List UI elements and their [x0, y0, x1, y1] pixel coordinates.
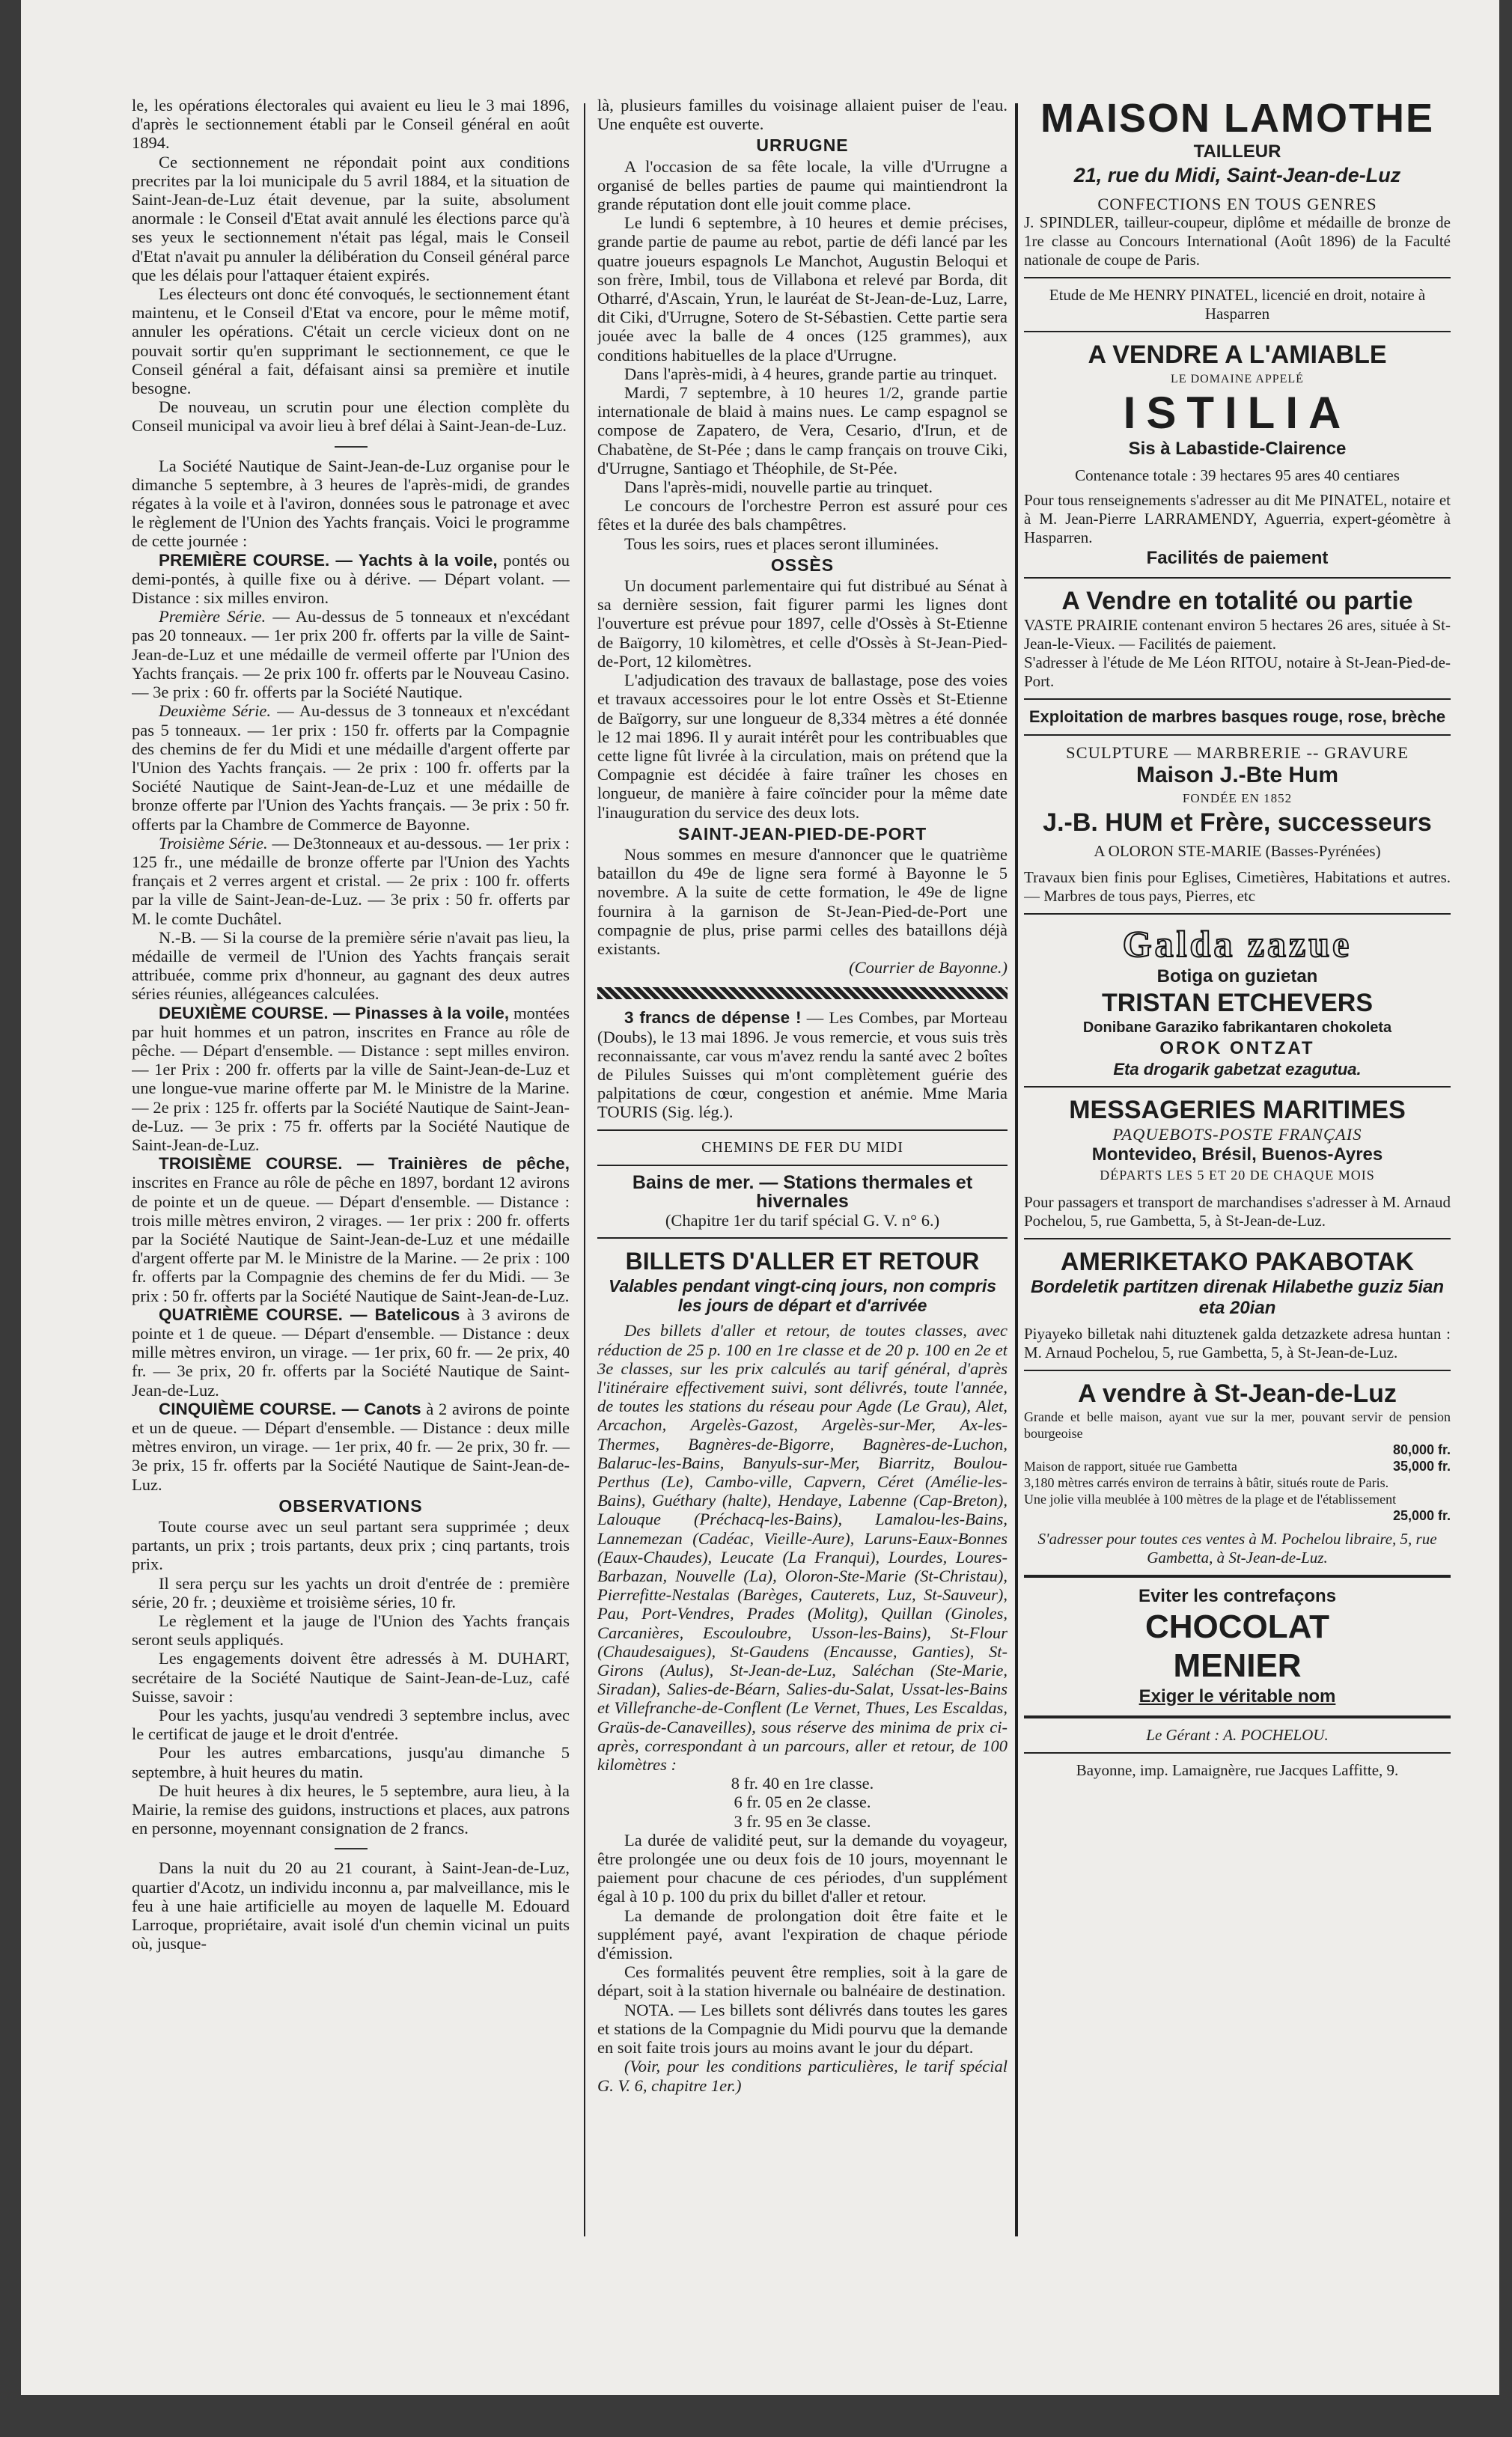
section-heading: OSSÈS [770, 555, 835, 575]
paragraph: La durée de validité peut, sur la demande du voyageur, être prolongée une ou deux fois de 10 jours, moyennant le paiement pour chacune de ces périodes, d'un supplément égal à 10 p. 100 du prix du billet d'aller et retour. [597, 1830, 1008, 1906]
section-heading: URRUGNE [756, 135, 849, 156]
series-text: — Au-dessus de 5 tonneaux et n'excédant pas 20 tonneaux. — 1er prix 200 fr. offerts par la ville de Saint-Jean-de-Luz et une médaille de vermeil offerte par l'Union des Yachts français. — 2e prix 100 fr. offerts par le Nouveau Casino. — 3e prix : 60 fr. offerts par la Société Nautique. [132, 607, 570, 702]
paragraph: Dans l'après-midi, nouvelle partie au trinquet. [624, 478, 933, 497]
paragraph: Mardi, 7 septembre, à 10 heures 1/2, grande partie internationale de blaid à mains nues. Le camp espagnol se compose de Zapatero, de Vera, Cesario, d'Irun, et de Chabatène, de St-Pée ; dans le camp français on trouve Ciki, d'Urrugne, Santiago et Théophile, de St-Pée. [597, 383, 1008, 478]
ad-messageries: MESSAGERIES MARITIMES [1069, 1096, 1406, 1125]
ad-text: — Les Combes, par Morteau (Doubs), le 13 mai 1896. Je vous remercie, et vous suis très reconnaissante, car vous m'avez rendu la santé avec 2 boîtes de Pilules Suisses qui m'ont complètement guérie des palpitations de cœur, congestion et anémie. Mme Maria TOURIS (Sig. lég.). [597, 1008, 1008, 1122]
ad-lamothe-sub: TAILLEUR [1193, 141, 1281, 162]
divider [1024, 698, 1451, 700]
paragraph: Pour les autres embarcations, jusqu'au dimanche 5 septembre, à huit heures du matin. [132, 1743, 570, 1781]
paragraph: De nouveau, un scrutin pour une élection complète du Conseil municipal va avoir lieu à bref délai à Saint-Jean-de-Luz. [132, 397, 570, 436]
section-heading: CHEMINS DE FER DU MIDI [701, 1138, 903, 1156]
section-heading: SAINT-JEAN-PIED-DE-PORT [677, 823, 927, 844]
divider [1024, 1715, 1451, 1718]
ad-travaux: Travaux bien finis pour Eglises, Cimetières, Habitations et autres. — Marbres de tous pays, Pierres, etc [1024, 868, 1451, 906]
listing-price: 25,000 fr. [1392, 1507, 1451, 1523]
paragraph: Pour les yachts, jusqu'au vendredi 3 septembre inclus, avec le certificat de jauge et le droit d'entrée. [132, 1706, 570, 1744]
ad-lamothe-title: MAISON LAMOTHE [1040, 96, 1434, 141]
paragraph: L'adjudication des travaux de ballastage, pose des voies et travaux accessoires pour le lot entre Ossès et St-Etienne de Baïgorry, sur une longueur de 8,334 mètres a été donnée le 12 mai 1896. Il y aurait intérêt pour les contribuables que cette ligne fût livrée à la circulation, mais on prétend que la Compagnie est décidée à faire traîner les choses en longueur, de manière à faire coïncider pour la même date l'inauguration du service des deux lots. [597, 671, 1008, 822]
ad-istilia-location: Sis à Labastide-Clairence [1128, 439, 1347, 460]
race-text: montées par huit hommes et un patron, inscrites en France au rôle de pêche. — Départ d'ensemble. — Distance : sept milles environ. — 1er Prix : 200 fr. offerts par la ville de Saint-Jean-de-Luz et une longue-vue marine offerte par M. le Ministre de la Marine. — 2e prix : 125 fr. offerts par la Société Nautique de Saint-Jean-de-Luz. — 3e prix : 75 fr. offerts par la Société Nautique de Saint-Jean-de-Luz. [132, 1003, 570, 1154]
series-label: Deuxième Série. [159, 701, 272, 721]
series-text: — Au-dessus de 3 tonneaux et n'excédant pas 5 tonneaux. — 1er prix : 150 fr. offerts par la Compagnie des chemins de fer du Midi et une médaille d'argent offerte par l'Union des Yachts français. — 2e prix : 100 fr. offerts par la Société Nautique de Saint-Jean-de-Luz et une médaille de bronze offerte par l'Union des Yachts français. — 3e prix : 50 fr. offerts par la Chambre de Commerce de Bayonne. [132, 701, 570, 834]
race-text: à 2 avirons de pointe et un de queue. — Départ d'ensemble. — Distance : deux mille mètres environ, un virage. — 1er prix, 40 fr. — 2e prix, 30 fr. — 3e prix, 15 fr. offerts par la Société Nautique de Saint-Jean-de-Luz. [132, 1399, 570, 1494]
paragraph: le, les opérations électorales qui avaient eu lieu le 3 mai 1896, d'après le sectionnement établi par le Conseil général en août 1894. [132, 96, 570, 153]
imprimerie: Bayonne, imp. Lamaignère, rue Jacques Laffitte, 9. [1076, 1760, 1399, 1779]
ad-exiger: Exiger le véritable nom [1138, 1686, 1336, 1706]
race-heading: PREMIÈRE COURSE. — Yachts à la voile, [159, 550, 498, 570]
ad-botiga: Botiga on guzietan [1156, 966, 1318, 987]
ad-heading: 3 francs de dépense ! [624, 1008, 802, 1028]
listing-label: Une jolie villa meublée à 100 mètres de la plage et de l'établissement [1024, 1491, 1397, 1507]
paragraph: Un document parlementaire qui fut distribué au Sénat à sa dernière session, fait figurer parmi les lignes dont l'ouverture est prévue pour 1897, celle d'Ossès à St-Etienne de Baïgorry, 10 kilomètres, et celle d'Ossès à St-Jean-Pied-de-Port, 12 kilomètres. [597, 576, 1008, 671]
listing-label: 3,180 mètres carrés environ de terrains à bâtir, situés route de Paris. [1024, 1474, 1389, 1490]
divider [597, 1165, 1008, 1166]
ad-passagers: Pour passagers et transport de marchandises s'adresser à M. Arnaud Pochelou, 5, rue Gambetta, 5, à St-Jean-de-Luz. [1024, 1192, 1451, 1230]
listing-price: 80,000 fr. [1392, 1442, 1451, 1457]
divider [1024, 577, 1451, 579]
divider [1024, 331, 1451, 332]
listing-label: Maison de rapport, située rue Gambetta [1024, 1458, 1237, 1474]
ad-piyayeko: Piyayeko billetak nahi dituztenek galda detzazkete adresa huntan : M. Arnaud Pochelou, 5, rue Gambetta, 5, à St-Jean-de-Luz. [1024, 1324, 1451, 1361]
column-rule [1015, 103, 1018, 2236]
ad-hum-fondee: FONDÉE EN 1852 [1182, 790, 1293, 805]
race-3 [132, 1154, 570, 1305]
ad-subheading: (Chapitre 1er du tarif spécial G. V. n° 6.) [665, 1211, 940, 1230]
ad-hum-title: Maison J.-Bte Hum [1135, 762, 1339, 787]
paragraph: Tous les soirs, rues et places seront illuminées. [624, 534, 939, 553]
listing-row [1024, 1474, 1451, 1491]
divider [1024, 1575, 1451, 1578]
ad-renseignements: Pour tous renseignements s'adresser au dit Me PINATEL, notaire et à M. Jean-Pierre LARRAMENDY, Aguerria, expert-géomètre à Hasparren. [1024, 491, 1451, 547]
divider [1024, 1086, 1451, 1088]
ad-tristan: TRISTAN ETCHEVERS [1101, 989, 1374, 1018]
race-4 [132, 1305, 570, 1400]
divider [1024, 1370, 1451, 1371]
ad-hum-successeurs: J.-B. HUM et Frère, successeurs [1043, 808, 1432, 838]
race-2 [132, 1004, 570, 1155]
ad-contenance: Contenance totale : 39 hectares 95 ares 40 centiares [1075, 466, 1400, 485]
paragraph: La Société Nautique de Saint-Jean-de-Luz organise pour le dimanche 5 septembre, à 3 heures de l'après-midi, de grandes régates à la voile et à l'aviron, données sous le patronage et avec le règlement de l'Union des Yachts français. Voici le programme de cette journée : [132, 456, 570, 551]
ad-paquebots: PAQUEBOTS-POSTE FRANÇAIS [1112, 1125, 1362, 1144]
ad-eviter: Eviter les contrefaçons [1138, 1585, 1337, 1606]
series-label: Troisième Série. [159, 833, 268, 853]
ad-istilia: ISTILIA [1123, 388, 1352, 439]
ad-orok: OROK ONTZAT [1159, 1038, 1315, 1059]
race-text: à 3 avirons de pointe et 1 de queue. — Départ d'ensemble. — Distance : deux mille mètres environ, un virage. — 1er prix, 60 fr. — 2e prix, 40 fr. — 3e prix, 20 fr. offerts par la Société Nautique de Saint-Jean-de-Luz. [132, 1305, 570, 1400]
ad-lamothe-address: 21, rue du Midi, Saint-Jean-de-Luz [1073, 164, 1401, 186]
ad-heading: Bains de mer. — Stations thermales et hivernales [632, 1171, 973, 1212]
ad-pinatel: Etude de Me HENRY PINATEL, licencié en droit, notaire à Hasparren [1049, 286, 1426, 323]
ad-subtitle: Valables pendant vingt-cinq jours, non compris les jours de départ et d'arrivée [609, 1276, 996, 1316]
ad-lamothe-text: J. SPINDLER, tailleur-coupeur, diplôme et médaille de bronze de 1re classe au Concours International (Août 1896) de la Faculté nationale de coupe de Paris. [1024, 213, 1451, 269]
paragraph: N.-B. — Si la course de la première série n'avait pas lieu, la médaille de vermeil de l'Union des Yachts français serait attribuée, comme prix d'honneur, au gagnant des deux autres séries réunies, allégeances calculées. [132, 927, 570, 1004]
divider [1024, 1752, 1451, 1754]
ad-eta: Eta drogarik gabetzat ezagutua. [1113, 1060, 1362, 1079]
listing-row [1024, 1409, 1451, 1442]
paragraph: Le lundi 6 septembre, à 10 heures et demie précises, grande partie de paume au rebot, partie de défi lancé par les quatre joueurs espagnols Le Manchot, Augustin Beloqui et son frère, Imbil, tous de Villabona et relevé par Borda, dit Otharré, d'Ascain, Yrun, le lauréat de St-Jean-de-Luz, Larre, dit Ciki, d'Urrugne, Sotero de St-Sébastien. Cette partie sera jouée avec la balle de 4 onces (125 grammes), aux conditions habituelles de la place d'Urrugne. [597, 213, 1008, 365]
paragraph: là, plusieurs familles du voisinage allaient puiser de l'eau. Une enquête est ouverte. [597, 96, 1008, 134]
ad-ritou: S'adresser à l'étude de Me Léon RITOU, notaire à St-Jean-Pied-de-Port. [1024, 653, 1451, 691]
section-heading: OBSERVATIONS [278, 1495, 423, 1516]
race-heading: CINQUIÈME COURSE. — Canots [159, 1399, 421, 1418]
paragraph: Nous sommes en mesure d'annoncer que le quatrième bataillon du 49e de ligne sera formé à Bayonne le 5 novembre. A la suite de cette formation, le 49e de ligne fournira à la garnison de St-Jean-Pied-de-Port une compagnie de plus, prise parmi celles des bataillons déjà existants. [597, 844, 1008, 958]
divider [597, 1237, 1008, 1239]
fare-2nd: 6 fr. 05 en 2e classe. [734, 1793, 871, 1812]
ad-totalite-heading: A Vendre en totalité ou partie [1061, 587, 1413, 616]
ad-departs: DÉPARTS LES 5 ET 20 DE CHAQUE MOIS [1100, 1168, 1375, 1183]
listing-price: 35,000 fr. [1392, 1458, 1451, 1474]
source-credit: (Courrier de Bayonne.) [849, 958, 1008, 977]
ad-ameriketako: AMERIKETAKO PAKABOTAK [1060, 1247, 1415, 1276]
paragraph: (Voir, pour les conditions particulières, le tarif spécial G. V. 6, chapitre 1er.) [597, 2057, 1008, 2095]
paragraph: Dans la nuit du 20 au 21 courant, à Saint-Jean-de-Luz, quartier d'Acotz, un individu inconnu a, par malveillance, mis le feu à une haie artificielle au moyen de laquelle M. Edouard Larroque, propriétaire, avait isolé d'un chemin vicinal un puits où, jusque- [132, 1858, 570, 1953]
column-ads [1024, 96, 1451, 2251]
series-label: Première Série. [159, 607, 266, 626]
race-text: inscrites en France au rôle de pêche en 1897, bordant 12 avirons de pointe et un de queue. — Départ d'ensemble. — Distance : trois mille mètres environ, 2 virages. — 1er prix : 200 fr. offerts par la Société Nautique de Saint-Jean-de-Luz et une médaille d'argent offerte par M. le Ministre de la Marine. — 2e prix : 100 fr. offerts par la Compagnie des chemins de fer du Midi. — 3e prix : 50 fr. offerts par la Société Nautique de Saint-Jean-de-Luz. [132, 1173, 570, 1305]
paragraph: Ce sectionnement ne répondait point aux conditions precrites par la loi municipale du 5 avril 1884, et la situation de Saint-Jean-de-Luz était devenue, par la suite, absolument anormale : le Conseil d'Etat avait annulé les élections parce qu'à ses yeux le sectionnement n'était pas légal, mais le Conseil d'Etat n'avait pu annuler la délibération du Conseil général parce que les délais pour l'attaquer étaient expirés. [132, 152, 570, 284]
divider [1024, 1238, 1451, 1239]
fare-1st: 8 fr. 40 en 1re classe. [731, 1774, 874, 1793]
ad-prairie: VASTE PRAIRIE contenant environ 5 hectares 26 ares, située à St-Jean-le-Vieux. — Facilités de paiement. [1024, 616, 1451, 653]
paragraph: Les électeurs ont donc été convoqués, le sectionnement étant maintenu, et le Conseil d'Etat va encore, pour le même motif, annuler les opérations. C'était un cercle vicieux dont on ne pouvait sortir qu'en supprimant le sectionnement, ce que le Conseil général a fait, défaisant ainsi sa première et inutile besogne. [132, 284, 570, 398]
ad-chocolat: CHOCOLAT [1144, 1608, 1330, 1645]
paragraph: Dans l'après-midi, à 4 heures, grande partie au trinquet. [624, 364, 998, 383]
fare-3rd: 3 fr. 95 en 3e classe. [734, 1811, 871, 1831]
ad-destinations: Montevideo, Brésil, Buenos-Ayres [1091, 1144, 1383, 1165]
paragraph: Ces formalités peuvent être remplies, soit à la gare de départ, soit à la station hivernale ou balnéaire de destination. [597, 1962, 1008, 2001]
paragraph: Le concours de l'orchestre Perron est assuré pour ces fêtes et la durée des bals champêtres. [597, 496, 1008, 534]
divider [1024, 277, 1451, 278]
paragraph: Toute course avec un seul partant sera supprimée ; deux partants, un prix ; trois partants, deux prix ; cinq partants, trois prix. [132, 1517, 570, 1574]
column-middle [597, 96, 1008, 2251]
ad-pochelou: S'adresser pour toutes ces ventes à M. Pochelou libraire, 5, rue Gambetta, à St-Jean-de-Luz. [1037, 1529, 1437, 1567]
separator [335, 1848, 368, 1849]
column-rule [584, 103, 585, 2236]
ad-sculpture: SCULPTURE — MARBRERIE -- GRAVURE [1066, 742, 1409, 762]
listing-label: Grande et belle maison, ayant vue sur la mer, pouvant servir de pension bourgeoise [1024, 1409, 1451, 1441]
divider [1024, 734, 1451, 736]
paragraph: Il sera perçu sur les yachts un droit d'entrée de : première série, 20 fr. ; deuxième et troisième séries, 10 fr. [132, 1573, 570, 1611]
listing-row [1024, 1458, 1451, 1474]
paragraph: A l'occasion de sa fête locale, la ville d'Urrugne a organisé de belles parties de paume qui maintiendront la grande réputation dont elle jouit comme place. [597, 156, 1008, 214]
newspaper-page [21, 0, 1499, 2395]
paragraph: De huit heures à dix heures, le 5 septembre, aura lieu, à la Mairie, la remise des guidons, instructions et places, aux patrons en personne, moyennant consignation de 2 francs. [132, 1781, 570, 1838]
race-text: pontés ou demi-pontés, à quille fixe ou à dérive. — Départ volant. — Distance : six milles environ. [132, 550, 570, 608]
race-heading: QUATRIÈME COURSE. — Batelicous [159, 1305, 460, 1324]
paragraph: La demande de prolongation doit être faite et le supplément payé, avant l'expiration de chaque période d'émission. [597, 1906, 1008, 1963]
divider [597, 1129, 1008, 1131]
listing-row [1024, 1491, 1451, 1507]
series-text: — De3tonneaux et au-dessous. — 1er prix : 125 fr., une médaille de bronze offerte par l'Union des Yachts français et 2 verres argent et cristal. — 2e prix : 100 fr. offerts par la ville de Saint-Jean-de-Luz. — 3e prix : 50 fr. offerts par M. le comte Duchâtel. [132, 833, 570, 928]
gerant: Le Gérant : A. POCHELOU. [1146, 1725, 1329, 1744]
decorative-banner [597, 987, 1008, 999]
ad-menier: MENIER [1173, 1647, 1302, 1684]
ad-oloron: A OLORON STE-MARIE (Basses-Pyrénées) [1094, 842, 1381, 861]
ad-donibane: Donibane Garaziko fabrikantaren chokoleta [1082, 1019, 1392, 1037]
ad-marbres: Exploitation de marbres basques rouge, rose, brèche [1028, 707, 1446, 727]
race-1 [132, 551, 570, 608]
ad-galda-zazue: Galda zazue [1122, 923, 1353, 966]
paragraph: Des billets d'aller et retour, de toutes classes, avec réduction de 25 p. 100 en 1re classe et de 20 p. 100 en 2e et 3e classes, sur les prix calculés au tarif général, d'après l'itinéraire effectivement suivi, sont délivrés, toute l'année, de toutes les stations du réseau pour Agde (Le Grau), Alet, Arcachon, Argelès-Gazost, Argelès-sur-Mer, Ax-les-Thermes, Bagnères-de-Bigorre, Bagnères-de-Luchon, Balaruc-les-Bains, Banyuls-sur-Mer, Biarritz, Boulou-Perthus (Le), Cambo-ville, Capvern, Céret (Amélie-les-Bains), Guéthary (halte), Hendaye, Labenne (Cap-Breton), Lalouque (Préchacq-les-Bains), Lamalou-les-Bains, Lannemezan (Cadéac, Vieille-Aure), Laruns-Eaux-Bonnes (Eaux-Chaudes), Leucate (La Franqui), Lourdes, Loures-Barbazan, Nouvelle (La), Oloron-Ste-Marie (St-Christau), Pierrefitte-Nestalas (Barèges, Cauterets, Luz, St-Sauveur), Pau, Port-Vendres, Prades (Molitg), Quillan (Ginoles, Carcanières, Escouloubre, Usson-les-Bains), St-Flour (Chaudesaigues), St-Gaudens (Encausse, Ganties), St-Girons (Aulus), St-Jean-de-Luz, Saléchan (Ste-Marie, Siradan), Salies-de-Béarn, Salies-du-Salat, Ussat-les-Bains et Villefranche-de-Conflent (Le Vernet, Thues, Les Escaldas, Graüs-de-Canaveilles), sous réserve des minima de prix ci-après, correspondant à un parcours, aller et retour, de 100 kilomètres : [597, 1321, 1008, 1775]
separator [335, 446, 368, 448]
ad-facilites: Facilités de paiement [1146, 548, 1329, 569]
ad-lamothe-confections: CONFECTIONS EN TOUS GENRES [1097, 195, 1377, 213]
ad-bordeletik: Bordeletik partitzen direnak Hilabethe guziz 5ian eta 20ian [1030, 1276, 1445, 1318]
race-5 [132, 1400, 570, 1494]
ad-domaine-label: LE DOMAINE APPELÉ [1171, 373, 1304, 386]
paragraph: Les engagements doivent être adressés à M. DUHART, secrétaire de la Société Nautique de Saint-Jean-de-Luz, café Suisse, savoir : [132, 1649, 570, 1706]
ad-title: BILLETS D'ALLER ET RETOUR [625, 1248, 980, 1275]
race-heading: TROISIÈME COURSE. — Trainières de pêche, [159, 1154, 570, 1174]
paragraph: Le règlement et la jauge de l'Union des Yachts français seront seuls appliqués. [132, 1611, 570, 1650]
race-heading: DEUXIÈME COURSE. — Pinasses à la voile, [159, 1003, 510, 1022]
paragraph: NOTA. — Les billets sont délivrés dans toutes les gares et stations de la Compagnie du Midi pourvu que la demande en soit faite trois jours au moins avant le jour du départ. [597, 2000, 1008, 2058]
column-left [132, 96, 570, 2251]
divider [1024, 913, 1451, 915]
ad-vendre-heading: A VENDRE A L'AMIABLE [1088, 341, 1387, 370]
ad-sjdl-heading: A vendre à St-Jean-de-Luz [1078, 1379, 1397, 1408]
